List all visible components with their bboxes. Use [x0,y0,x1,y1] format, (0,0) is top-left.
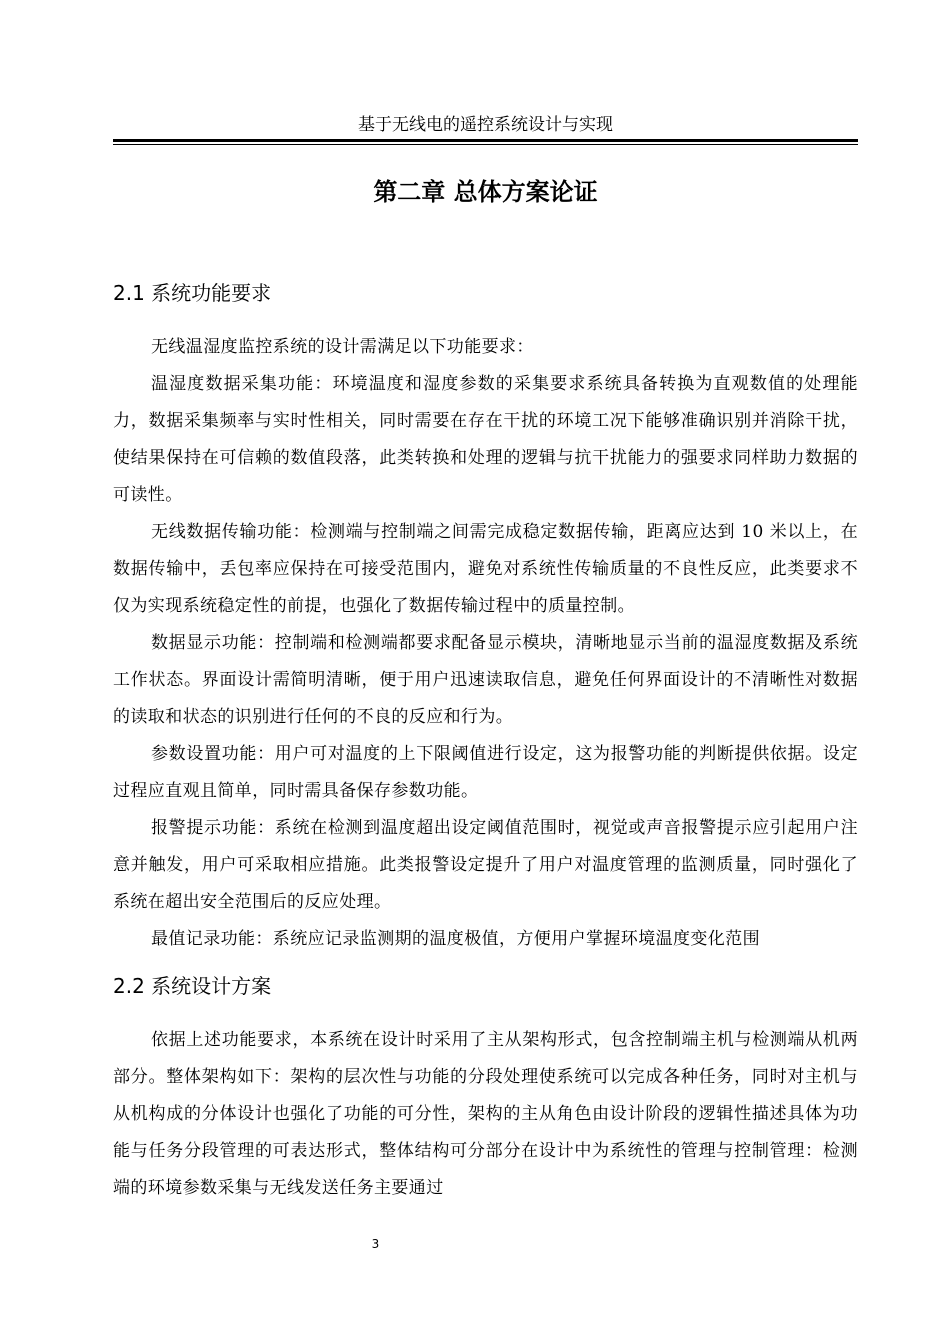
paragraph-design-scheme: 依据上述功能要求，本系统在设计时采用了主从架构形式，包含控制端主机与检测端从机两部分。整体架构如下：架构的层次性与功能的分段处理使系统可以完成各种任务，同时对主机与从机构成的分体设计也强化了功能的可分性，架构的主从角色由设计阶段的逻辑性描述具体为功能与任务分段管理的可表达形式，整体结构可分部分在设计中为系统性的管理与控制管理：检测端的环境参数采集与无线发送任务主要通过 [113,1030,858,1198]
chapter-title: 第二章 总体方案论证 [373,178,598,206]
running-header-title: 基于无线电的遥控系统设计与实现 [358,115,613,135]
header-rule-thick [113,139,858,142]
section-heading-2-1: 2.1 系统功能要求 [113,281,272,305]
paragraph-data-acquisition: 温湿度数据采集功能：环境温度和湿度参数的采集要求系统具备转换为直观数值的处理能力，数据采集频率与实时性相关，同时需要在存在干扰的环境工况下能够准确识别并消除干扰，使结果保持在可信赖的数值段落，此类转换和处理的逻辑与抗干扰能力的强要求同样助力数据的可读性。 [113,374,858,505]
paragraph-data-display: 数据显示功能：控制端和检测端都要求配备显示模块，清晰地显示当前的温湿度数据及系统工作状态。界面设计需简明清晰，便于用户迅速读取信息，避免任何界面设计的不清晰性对数据的读取和状态的识别进行任何的不良的反应和行为。 [113,633,858,727]
paragraph-alarm: 报警提示功能：系统在检测到温度超出设定阈值范围时，视觉或声音报警提示应引起用户注意并触发，用户可采取相应措施。此类报警设定提升了用户对温度管理的监测质量，同时强化了系统在超出安全范围后的反应处理。 [113,818,858,912]
header-rule-thin [113,144,858,145]
paragraph-intro: 无线温湿度监控系统的设计需满足以下功能要求： [151,337,534,357]
paragraph-wireless-transmission: 无线数据传输功能：检测端与控制端之间需完成稳定数据传输，距离应达到 10 米以上，在数据传输中，丢包率应保持在可接受范围内，避免对系统性传输质量的不良性反应，此类要求不仅为实现系统稳定性的前提，也强化了数据传输过程中的质量控制。 [113,522,858,616]
paragraph-extreme-record: 最值记录功能：系统应记录监测期的温度极值，方便用户掌握环境温度变化范围 [151,929,760,949]
paragraph-parameter-setting: 参数设置功能：用户可对温度的上下限阈值进行设定，这为报警功能的判断提供依据。设定过程应直观且简单，同时需具备保存参数功能。 [113,744,858,801]
page-number: 3 [371,1237,380,1251]
section-heading-2-2: 2.2 系统设计方案 [113,974,272,998]
